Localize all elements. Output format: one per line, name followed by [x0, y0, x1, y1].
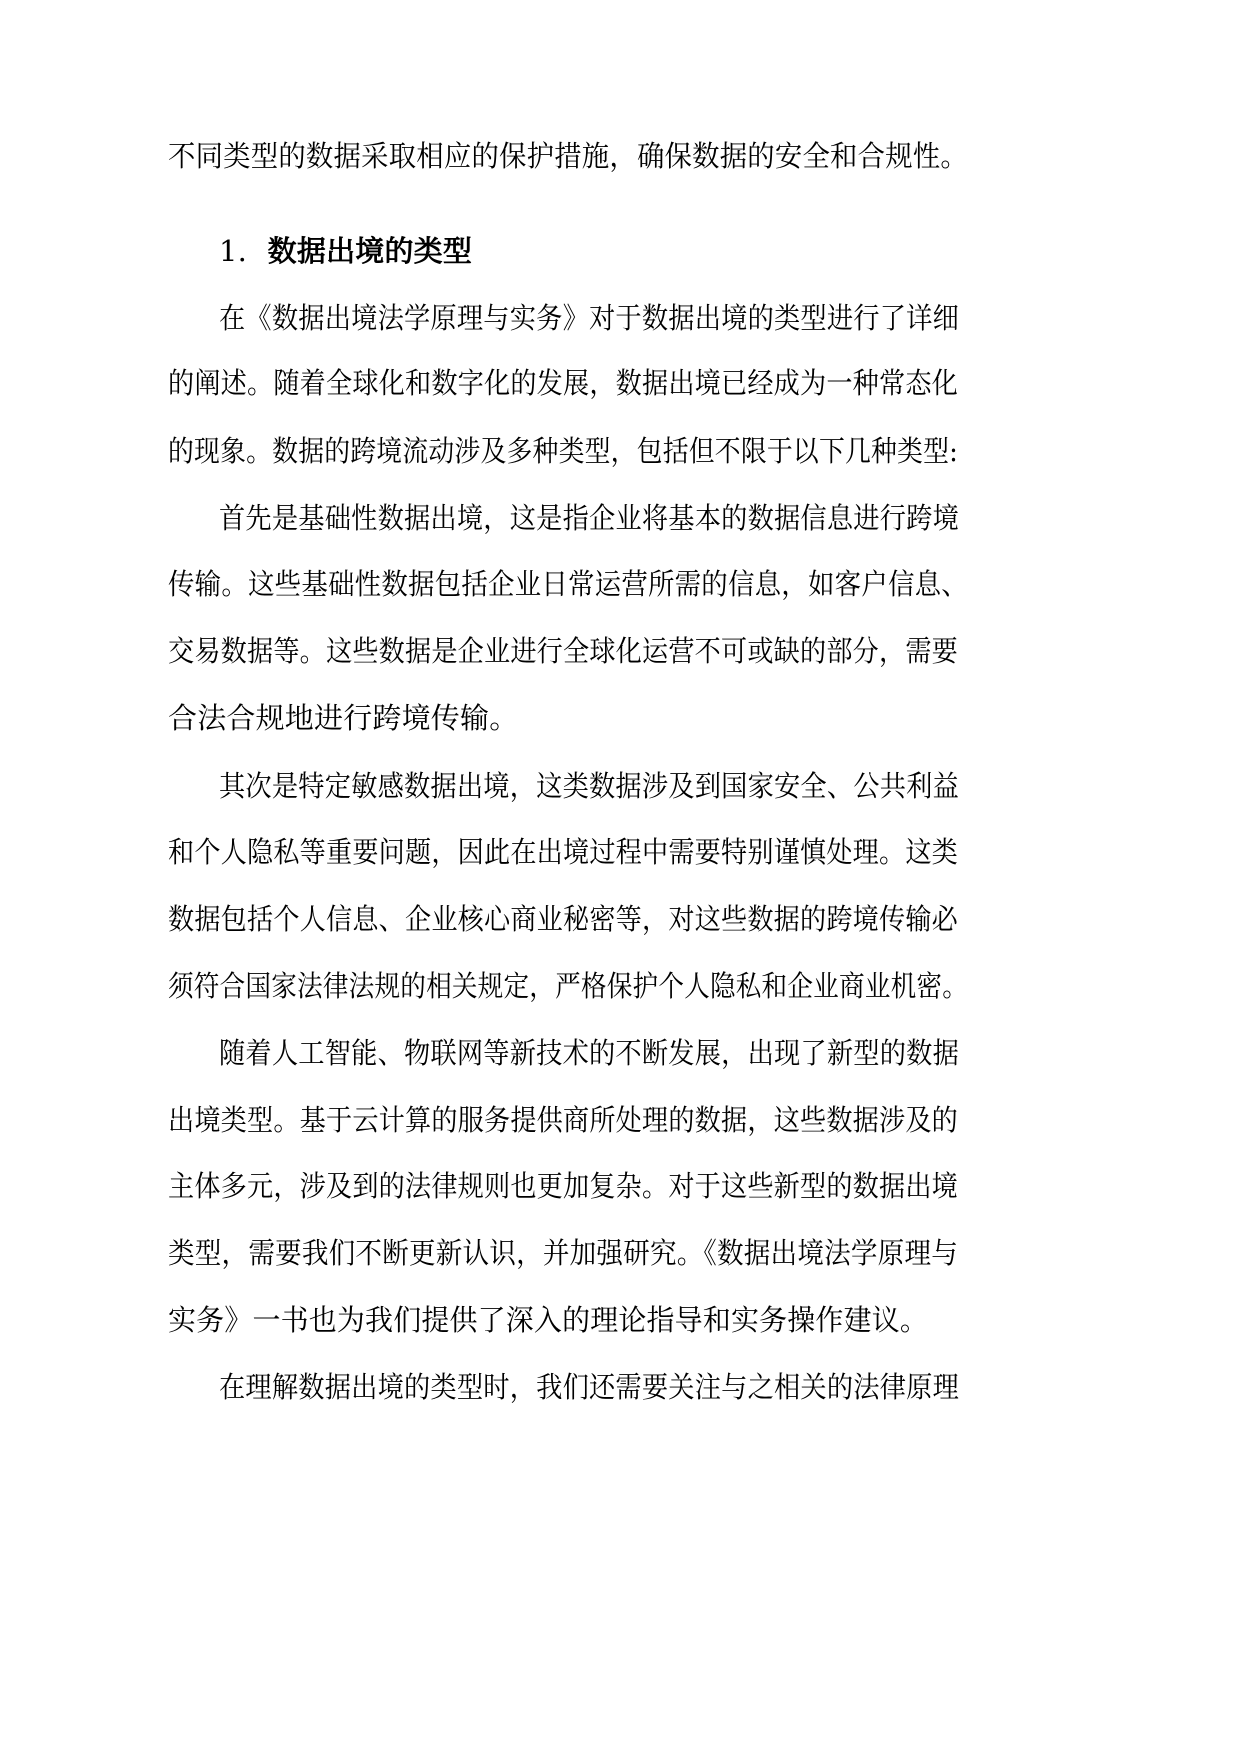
paragraph-line: 的现象。数据的跨境流动涉及多种类型，包括但不限于以下几种类型:	[168, 434, 959, 468]
paragraph-line: 数据包括个人信息、企业核心商业秘密等，对这些数据的跨境传输必	[168, 902, 958, 936]
paragraph-line: 合法合规地进行跨境传输。	[168, 701, 519, 735]
section-number: 1.	[219, 234, 248, 268]
paragraph-line: 随着人工智能、物联网等新技术的不断发展，出现了新型的数据	[219, 1036, 960, 1070]
section-heading	[219, 231, 619, 271]
paragraph-line: 和个人隐私等重要问题，因此在出境过程中需要特别谨慎处理。这类	[168, 835, 958, 869]
paragraph-line: 其次是特定敏感数据出境，这类数据涉及到国家安全、公共利益	[219, 769, 960, 803]
paragraph-line: 类型，需要我们不断更新认识，并加强研究。《数据出境法学原理与	[168, 1236, 959, 1270]
continuation-line: 不同类型的数据采取相应的保护措施，确保数据的安全和合规性。	[168, 139, 968, 173]
paragraph-line: 须符合国家法律法规的相关规定，严格保护个人隐私和企业商业机密。	[168, 969, 969, 1003]
paragraph-line: 的阐述。随着全球化和数字化的发展，数据出境已经成为一种常态化	[168, 366, 958, 400]
paragraph-line: 首先是基础性数据出境，这是指企业将基本的数据信息进行跨境	[219, 501, 960, 535]
paragraph-line: 主体多元，涉及到的法律规则也更加复杂。对于这些新型的数据出境	[168, 1169, 958, 1203]
paragraph-line: 在理解数据出境的类型时，我们还需要关注与之相关的法律原理	[219, 1370, 960, 1404]
paragraph-line: 传输。这些基础性数据包括企业日常运营所需的信息，如客户信息、	[168, 567, 968, 601]
paragraph-line: 实务》一书也为我们提供了深入的理论指导和实务操作建议。	[168, 1303, 929, 1337]
paragraph-line: 出境类型。基于云计算的服务提供商所处理的数据，这些数据涉及的	[168, 1103, 958, 1137]
paragraph-line: 交易数据等。这些数据是企业进行全球化运营不可或缺的部分，需要	[168, 634, 958, 668]
section-title: 数据出境的类型	[267, 234, 473, 268]
paragraph-line: 在《数据出境法学原理与实务》对于数据出境的类型进行了详细	[219, 301, 960, 335]
